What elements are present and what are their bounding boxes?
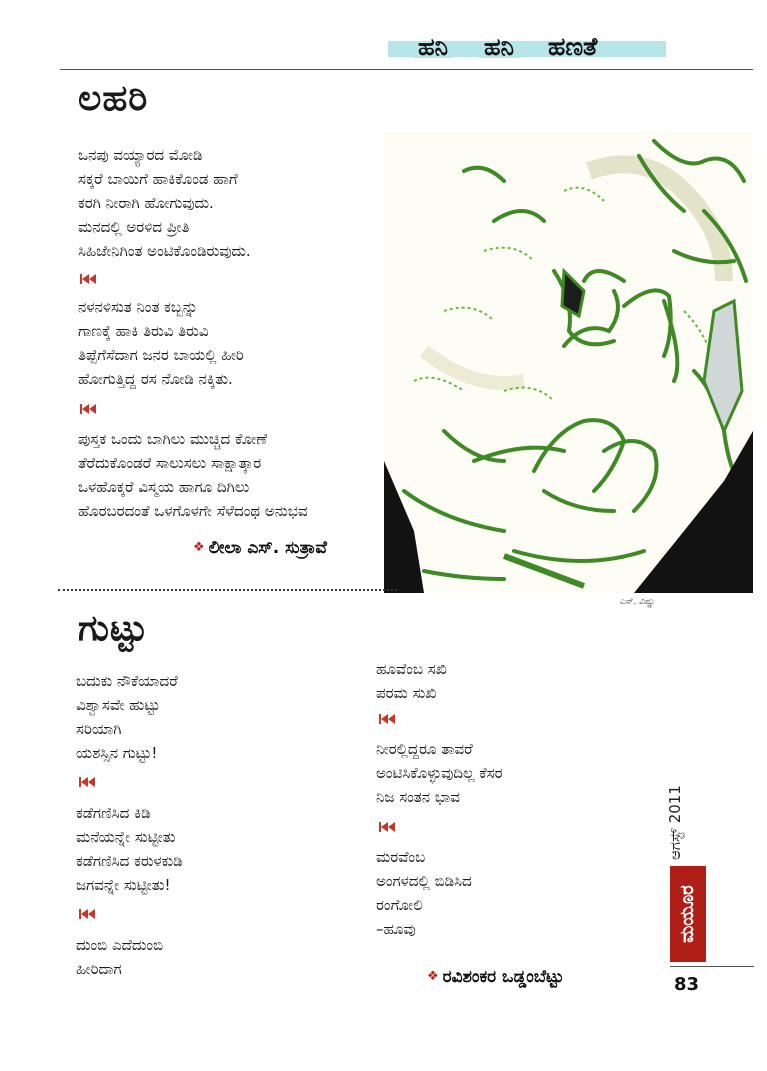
- magazine-logo-text: ಮಯೂರ: [677, 885, 698, 943]
- page-number: 83: [674, 974, 700, 995]
- poem-line: ಹೋಗುತ್ತಿದ್ದ ರಸ ನೋಡಿ ನಕ್ಕಿತು.: [78, 370, 233, 388]
- stanza-break-icon: [80, 273, 96, 285]
- poem-line: ಜಗವನ್ನೇ ಸುಟ್ಟೀತು!: [76, 876, 171, 894]
- poem-line: ಕರಗಿ ನೀರಾಗಿ ಹೋಗುವುದು.: [78, 194, 214, 212]
- poem-line: ಪುಸ್ತಕ ಒಂದು ಬಾಗಿಲು ಮುಚ್ಚಿದ ಕೋಣೆ: [78, 430, 268, 448]
- poem-line: –ಹೂವು: [376, 920, 416, 938]
- poem-line: ರಂಗೋಲಿ: [376, 896, 423, 914]
- poem-line: ಮರವೆಂಬ: [376, 848, 426, 866]
- poem-2-author-name: ರವಿಶಂಕರ ಒಡ್ಡಂಬೆಟ್ಟು: [442, 967, 564, 987]
- poem-line: ಹೀರಿದಾಗ: [76, 960, 122, 978]
- poem-line: ಮನದಲ್ಲಿ ಅರಳಿದ ಪ್ರೀತಿ: [78, 218, 190, 236]
- header-badge-1: ಹನಿ: [404, 28, 462, 66]
- poem-1-stanza-2: [78, 295, 244, 391]
- poem-line: ಹೂವೆಂಬ ಸಖಿ: [376, 660, 447, 678]
- issue-date-text: ಆಗಸ್ಟ್ 2011: [666, 785, 684, 860]
- poem-line: ಸರಿಯಾಗಿ: [76, 720, 122, 738]
- poem-line: ಮನೆಯನ್ನೇ ಸುಟ್ಟೀತು: [76, 828, 176, 846]
- poem-line: ಬದುಕು ನೌಕೆಯಾದರೆ: [76, 672, 178, 690]
- poem-line: ನಳನಳಿಸುತ ನಿಂತ ಕಬ್ಬನ್ನು: [78, 298, 198, 316]
- diamond-icon: ❖: [193, 540, 205, 555]
- header-badge-2: ಹನಿ: [470, 28, 528, 66]
- poem-line: ವಿಶ್ವಾಸವೇ ಹುಟ್ಟು: [76, 696, 160, 714]
- poem-line: ನೀರಲ್ಲಿದ್ದರೂ ತಾವರೆ: [376, 740, 473, 758]
- stanza-break-icon: [79, 908, 95, 920]
- poem-line: ಪರಮ ಸುಖಿ: [376, 684, 437, 702]
- stanza-break-icon: [79, 776, 95, 788]
- poem-line: ದುಂಬಿ ಎದೆದುಂಬಿ: [76, 936, 164, 954]
- poem-line: ಅಂಟಿಸಿಕೊಳ್ಳುವುದಿಲ್ಲ ಕೆಸರ: [376, 764, 503, 782]
- poem-1-stanza-3: [78, 427, 308, 523]
- poem-2-author: [427, 967, 564, 987]
- poem-line: ಯಶಸ್ಸಿನ ಗುಟ್ಟು!: [76, 744, 158, 762]
- poem-1-author-name: ಲೀಲಾ ಎಸ್. ಸುತ್ರಾವೆ: [208, 538, 327, 558]
- poem-2-stanza-4: [376, 657, 447, 705]
- illustration-credit: ಎಸ್. ವಿಷ್ಣು: [620, 597, 656, 607]
- poem-line: ಗಾಣಕ್ಕೆ ಹಾಕಿ ತಿರುವಿ ತಿರುವಿ: [78, 322, 209, 340]
- poem-line: ಒನಪು ವಯ್ಯಾರದ ಮೋಡಿ: [78, 146, 203, 164]
- poem-1-author: [193, 538, 327, 558]
- poem-1-stanza-1: [78, 143, 251, 263]
- stanza-break-icon: [80, 403, 96, 415]
- poem-line: ತಿಪ್ಪೆಗೆಸೆದಾಗ ಜನರ ಬಾಯಲ್ಲಿ ಹೀರಿ: [78, 346, 244, 364]
- poem-line: ಕಡೆಗಣಿಸಿದ ಕರುಳಕುಡಿ: [76, 852, 183, 870]
- poem-line: ಕಡೆಗಣಿಸಿದ ಕಿಡಿ: [76, 804, 151, 822]
- poem-2-stanza-6: [376, 845, 472, 941]
- issue-date: [666, 765, 726, 860]
- poem-line: ಸಕ್ಕರೆ ಬಾಯಿಗೆ ಹಾಕಿಕೊಂಡ ಹಾಗೆ: [78, 170, 238, 188]
- header-rule: [60, 69, 753, 70]
- poem-2-stanza-3: [76, 933, 163, 981]
- poem-line: ತೆರೆದುಕೊಂಡರೆ ಸಾಲುಸಲು ಸಾಕ್ಷಾತ್ಕಾರ: [78, 454, 262, 472]
- poem-line: ಅಂಗಳದಲ್ಲಿ ಬಿಡಿಸಿದ: [376, 872, 472, 890]
- poem-line: ಒಳಹೊಕ್ಕರೆ ವಿಸ್ಮಯ ಹಾಗೂ ದಿಗಿಲು: [78, 478, 250, 496]
- footer-rule: [670, 966, 754, 967]
- poem-1-title: ಲಹರಿ: [78, 78, 149, 119]
- header-section-title: ಹಣತೆ: [548, 32, 598, 61]
- stanza-break-icon: [379, 821, 395, 833]
- poem-line: ನಿಜ ಸಂತನ ಭಾವ: [376, 788, 461, 806]
- magazine-logo: [670, 866, 706, 962]
- poem-2-stanza-1: [76, 669, 178, 765]
- poem-line: ಸಿಹಿಜೇನಿಗಿಂತ ಅಂಟಿಕೊಂಡಿರುವುದು.: [78, 242, 251, 260]
- poem-2-stanza-2: [76, 801, 183, 897]
- stanza-break-icon: [379, 713, 395, 725]
- diamond-icon: ❖: [427, 969, 439, 984]
- poem-2-title: ಗುಟ್ಟು: [78, 608, 149, 649]
- poem-line: ಹೊರಬರದಂತೆ ಒಳಗೊಳಗೇ ಸೆಳೆದಂಥ ಅನುಭವ: [78, 502, 308, 520]
- poem-illustration: [384, 131, 753, 593]
- section-divider: [58, 589, 397, 591]
- poem-2-stanza-5: [376, 737, 503, 809]
